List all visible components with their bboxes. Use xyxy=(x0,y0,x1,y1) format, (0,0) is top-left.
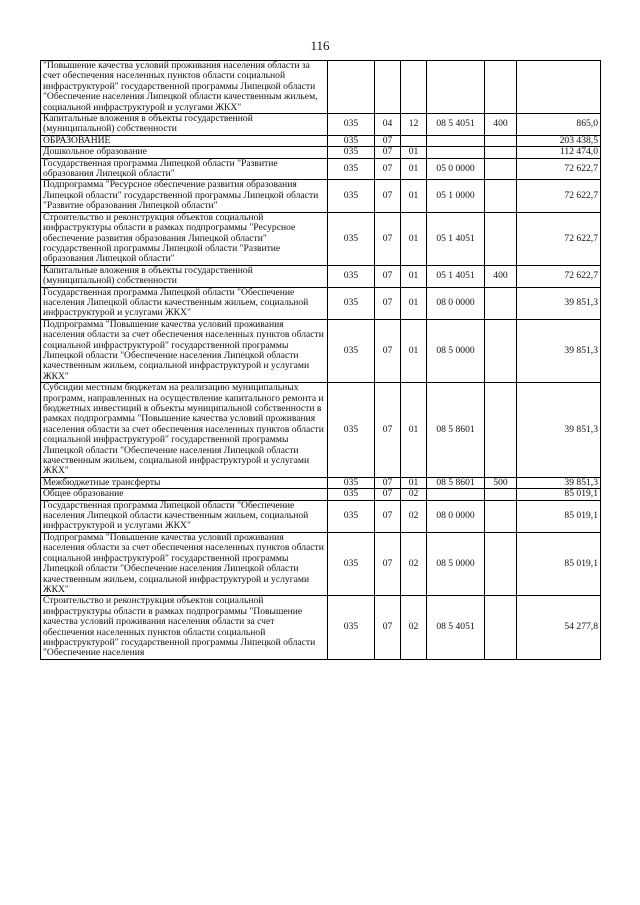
ved-code-cell: 035 xyxy=(328,114,375,136)
ved-code-cell: 035 xyxy=(328,147,375,158)
expense-type-cell xyxy=(485,287,517,319)
table-row xyxy=(41,287,601,319)
subsection-code-cell xyxy=(401,135,427,146)
ved-code-cell: 035 xyxy=(328,500,375,532)
expense-type-cell xyxy=(485,135,517,146)
expense-type-cell xyxy=(485,158,517,180)
section-code-cell: 07 xyxy=(375,596,401,659)
amount-cell: 39 851,3 xyxy=(517,383,601,478)
target-article-cell: 08 0 0000 xyxy=(427,287,485,319)
ved-code-cell: 035 xyxy=(328,532,375,595)
table-row xyxy=(41,532,601,595)
ved-code-cell: 035 xyxy=(328,477,375,488)
expense-type-cell xyxy=(485,212,517,265)
ved-code-cell: 035 xyxy=(328,212,375,265)
row-name-cell: Дошкольное образование xyxy=(41,147,328,158)
table-row xyxy=(41,477,601,488)
table-row xyxy=(41,383,601,478)
amount-cell: 72 622,7 xyxy=(517,212,601,265)
row-name-cell: Подпрограмма "Повышение качества условий проживания населения области за счет обеспечения населенных пунктов области социальной инфраструктурой" государственной программы Липецкой области "Обеспечение населения Липецкой области качественным жильем, социальной инфраструктурой и услугами ЖКХ" xyxy=(41,532,328,595)
table-row xyxy=(41,114,601,136)
section-code-cell: 07 xyxy=(375,180,401,212)
row-name-cell: Капитальные вложения в объекты государственной (муниципальной) собственности xyxy=(41,265,328,287)
table-row xyxy=(41,596,601,659)
ved-code-cell: 035 xyxy=(328,489,375,500)
budget-table xyxy=(40,60,601,660)
table-row xyxy=(41,61,601,114)
amount-cell: 85 019,1 xyxy=(517,532,601,595)
ved-code-cell xyxy=(328,61,375,114)
section-code-cell: 07 xyxy=(375,265,401,287)
section-code-cell: 07 xyxy=(375,532,401,595)
row-name-cell: Субсидии местным бюджетам на реализацию муниципальных программ, направленных на осуществление капитального ремонта и бюджетных инвестиций в объекты муниципальной собственности в рамках подпрограммы "Повышение качества условий проживания населения области за счет обеспечения населенных пунктов области социальной инфраструктурой" государственной программы Липецкой области "Обеспечение населения Липецкой области качественным жильем, социальной инфраструктурой и услугами ЖКХ" xyxy=(41,383,328,478)
subsection-code-cell: 01 xyxy=(401,477,427,488)
amount-cell: 39 851,3 xyxy=(517,319,601,382)
expense-type-cell xyxy=(485,147,517,158)
row-name-cell: Межбюджетные трансферты xyxy=(41,477,328,488)
table-row xyxy=(41,180,601,212)
row-name-cell: Государственная программа Липецкой области "Обеспечение населения Липецкой области качественным жильем, социальной инфраструктурой и услугами ЖКХ" xyxy=(41,500,328,532)
subsection-code-cell: 01 xyxy=(401,383,427,478)
row-name-cell: Подпрограмма "Повышение качества условий проживания населения области за счет обеспечения населенных пунктов области социальной инфраструктурой" государственной программы Липецкой области "Обеспечение населения Липецкой области качественным жильем, социальной инфраструктурой и услугами ЖКХ" xyxy=(41,319,328,382)
subsection-code-cell xyxy=(401,61,427,114)
section-code-cell: 07 xyxy=(375,477,401,488)
amount-cell: 72 622,7 xyxy=(517,265,601,287)
amount-cell: 203 438,5 xyxy=(517,135,601,146)
amount-cell: 112 474,0 xyxy=(517,147,601,158)
expense-type-cell xyxy=(485,61,517,114)
ved-code-cell: 035 xyxy=(328,158,375,180)
expense-type-cell: 500 xyxy=(485,477,517,488)
row-name-cell: Подпрограмма "Ресурсное обеспечение развития образования Липецкой области" государственной программы Липецкой области "Развитие образования Липецкой области" xyxy=(41,180,328,212)
amount-cell: 72 622,7 xyxy=(517,180,601,212)
amount-cell: 85 019,1 xyxy=(517,489,601,500)
target-article-cell: 05 1 0000 xyxy=(427,180,485,212)
section-code-cell: 07 xyxy=(375,135,401,146)
expense-type-cell xyxy=(485,532,517,595)
target-article-cell xyxy=(427,147,485,158)
section-code-cell: 07 xyxy=(375,383,401,478)
table-row xyxy=(41,500,601,532)
ved-code-cell: 035 xyxy=(328,265,375,287)
amount-cell xyxy=(517,61,601,114)
expense-type-cell: 400 xyxy=(485,265,517,287)
section-code-cell: 04 xyxy=(375,114,401,136)
subsection-code-cell: 02 xyxy=(401,500,427,532)
table-row xyxy=(41,158,601,180)
amount-cell: 865,0 xyxy=(517,114,601,136)
subsection-code-cell: 01 xyxy=(401,158,427,180)
subsection-code-cell: 02 xyxy=(401,489,427,500)
row-name-cell: ОБРАЗОВАНИЕ xyxy=(41,135,328,146)
row-name-cell: Государственная программа Липецкой области "Развитие образования Липецкой области" xyxy=(41,158,328,180)
subsection-code-cell: 02 xyxy=(401,596,427,659)
row-name-cell: "Повышение качества условий проживания населения области за счет обеспечения населенных пунктов области социальной инфраструктурой" государственной программы Липецкой области "Обеспечение населения Липецкой области качественным жильем, социальной инфраструктурой и услугами ЖКХ" xyxy=(41,61,328,114)
section-code-cell: 07 xyxy=(375,158,401,180)
ved-code-cell: 035 xyxy=(328,319,375,382)
table-row xyxy=(41,489,601,500)
ved-code-cell: 035 xyxy=(328,180,375,212)
page-number: 116 xyxy=(310,38,330,53)
section-code-cell xyxy=(375,61,401,114)
target-article-cell: 08 5 8601 xyxy=(427,477,485,488)
expense-type-cell xyxy=(485,180,517,212)
target-article-cell xyxy=(427,135,485,146)
expense-type-cell xyxy=(485,596,517,659)
expense-type-cell xyxy=(485,319,517,382)
section-code-cell: 07 xyxy=(375,319,401,382)
subsection-code-cell: 01 xyxy=(401,147,427,158)
expense-type-cell: 400 xyxy=(485,114,517,136)
expense-type-cell xyxy=(485,489,517,500)
target-article-cell xyxy=(427,61,485,114)
row-name-cell: Государственная программа Липецкой области "Обеспечение населения Липецкой области качественным жильем, социальной инфраструктурой и услугами ЖКХ" xyxy=(41,287,328,319)
amount-cell: 39 851,3 xyxy=(517,477,601,488)
target-article-cell: 08 5 8601 xyxy=(427,383,485,478)
target-article-cell: 05 0 0000 xyxy=(427,158,485,180)
section-code-cell: 07 xyxy=(375,489,401,500)
target-article-cell: 08 0 0000 xyxy=(427,500,485,532)
amount-cell: 39 851,3 xyxy=(517,287,601,319)
target-article-cell: 08 5 0000 xyxy=(427,319,485,382)
row-name-cell: Общее образование xyxy=(41,489,328,500)
ved-code-cell: 035 xyxy=(328,287,375,319)
subsection-code-cell: 01 xyxy=(401,265,427,287)
table-row xyxy=(41,147,601,158)
row-name-cell: Строительство и реконструкция объектов социальной инфраструктуры области в рамках подпрограммы "Ресурсное обеспечение развития образования Липецкой области" государственной программы Липецкой области "Развитие образования Липецкой области" xyxy=(41,212,328,265)
target-article-cell: 08 5 0000 xyxy=(427,532,485,595)
table-row xyxy=(41,135,601,146)
row-name-cell: Капитальные вложения в объекты государственной (муниципальной) собственности xyxy=(41,114,328,136)
ved-code-cell: 035 xyxy=(328,596,375,659)
ved-code-cell: 035 xyxy=(328,383,375,478)
subsection-code-cell: 01 xyxy=(401,319,427,382)
table-row xyxy=(41,265,601,287)
target-article-cell xyxy=(427,489,485,500)
table-row xyxy=(41,319,601,382)
subsection-code-cell: 12 xyxy=(401,114,427,136)
expense-type-cell xyxy=(485,383,517,478)
expense-type-cell xyxy=(485,500,517,532)
subsection-code-cell: 02 xyxy=(401,532,427,595)
section-code-cell: 07 xyxy=(375,287,401,319)
budget-table-body xyxy=(41,61,601,660)
target-article-cell: 08 5 4051 xyxy=(427,114,485,136)
row-name-cell: Строительство и реконструкция объектов социальной инфраструктуры области в рамках подпрограммы "Повышение качества условий проживания населения области за счет обеспечения населенных пунктов области социальной инфраструктурой" государственной программы Липецкой области "Обеспечение населения xyxy=(41,596,328,659)
subsection-code-cell: 01 xyxy=(401,180,427,212)
amount-cell: 54 277,8 xyxy=(517,596,601,659)
section-code-cell: 07 xyxy=(375,500,401,532)
amount-cell: 85 019,1 xyxy=(517,500,601,532)
amount-cell: 72 622,7 xyxy=(517,158,601,180)
subsection-code-cell: 01 xyxy=(401,287,427,319)
ved-code-cell: 035 xyxy=(328,135,375,146)
target-article-cell: 05 1 4051 xyxy=(427,212,485,265)
subsection-code-cell: 01 xyxy=(401,212,427,265)
target-article-cell: 05 1 4051 xyxy=(427,265,485,287)
target-article-cell: 08 5 4051 xyxy=(427,596,485,659)
section-code-cell: 07 xyxy=(375,212,401,265)
section-code-cell: 07 xyxy=(375,147,401,158)
table-row xyxy=(41,212,601,265)
